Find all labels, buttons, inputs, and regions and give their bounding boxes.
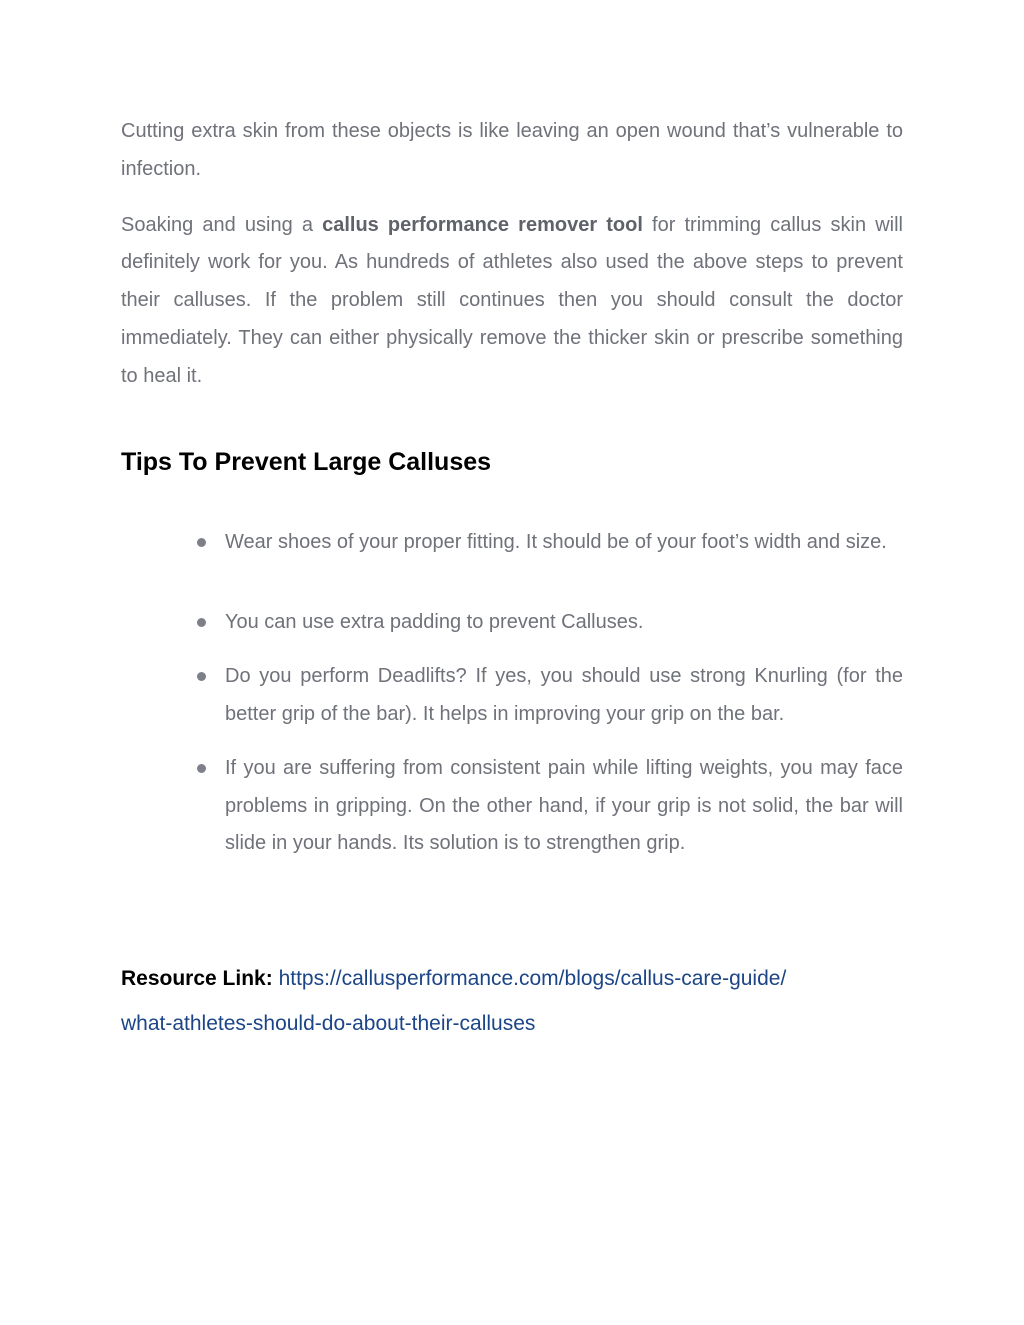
list-item-text: You can use extra padding to prevent Calluses. <box>225 611 644 634</box>
bullet-dot-icon <box>197 672 206 681</box>
paragraph-remover-tool <box>121 207 903 396</box>
resource-link-block <box>121 956 903 1046</box>
paragraph-text-end: for trimming callus skin will definitely work for you. As hundreds of athletes also used the above steps to prevent their calluses. If the problem still continues then you should consult the doctor immediately. They can either physically remove the thicker skin or prescribe something to heal it. <box>121 213 903 387</box>
paragraph-text-start: Soaking and using a <box>121 213 323 236</box>
paragraph-infection-warning: Cutting extra skin from these objects is like leaving an open wound that’s vulnerable to infection. <box>121 120 903 180</box>
resource-link-label: Resource Link: <box>121 967 273 991</box>
list-item <box>121 524 903 562</box>
bullet-dot-icon <box>197 538 206 547</box>
bullet-dot-icon <box>197 618 206 627</box>
list-item-text: Do you perform Deadlifts? If yes, you should use strong Knurling (for the better grip of the bar). It helps in improving your grip on the bar. <box>225 665 903 725</box>
list-item <box>121 750 903 863</box>
section-heading: Tips To Prevent Large Calluses <box>121 447 492 476</box>
list-item-text: Wear shoes of your proper fitting. It should be of your foot’s width and size. <box>225 530 887 553</box>
tips-list <box>121 524 903 864</box>
resource-url-part-2: what-athletes-should-do-about-their-calluses <box>121 1012 536 1036</box>
list-item <box>121 658 903 734</box>
bullet-dot-icon <box>197 764 206 773</box>
list-item-text: If you are suffering from consistent pain while lifting weights, you may face problems in gripping. On the other hand, if your grip is not solid, the bar will slide in your hands. Its solution is to strengthen grip. <box>225 756 903 855</box>
document-page <box>121 113 903 1046</box>
resource-url-part-1: https://callusperformance.com/blogs/callus-care-guide/ <box>278 967 787 991</box>
list-item <box>121 604 903 642</box>
bold-product-name: callus performance remover tool <box>322 213 643 236</box>
